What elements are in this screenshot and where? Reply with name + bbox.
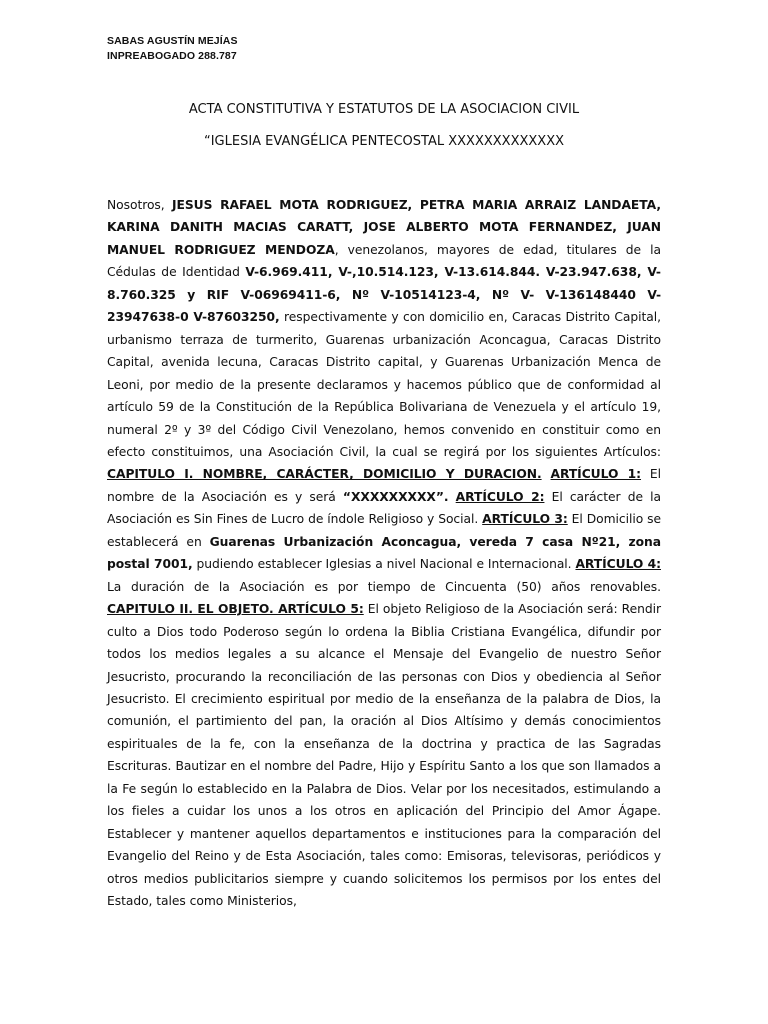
author-registration: INPREABOGADO 288.787 [107, 50, 237, 62]
author-header [107, 34, 238, 64]
chapter-2-heading: CAPITULO II. EL OBJETO. ARTÍCULO 5: [107, 602, 364, 617]
domicile-address: Guarenas Urbanización Aconcagua, vereda 7 casa Nº21, zona postal 7001, [107, 534, 661, 572]
article-2-heading: ARTÍCULO 2: [455, 489, 545, 504]
document-body [107, 194, 661, 913]
chapter-1-heading: CAPITULO I. NOMBRE, CARÁCTER, DOMICILIO Y DURACION. [107, 467, 542, 482]
article-3-heading: ARTÍCULO 3: [482, 512, 568, 527]
body-text: , venezolanos, mayores de edad, titulares de la Cédulas de Identidad [107, 242, 661, 280]
body-text: respectivamente y con domicilio en, Caracas Distrito Capital, urbanismo terraza de turmerito, Guarenas urbanización Aconcagua, Caracas Distrito Capital, avenida lecuna, Caracas Distrito capital, y Guarenas Urbanización Menca de Leoni, por medio de la presente declaramos y hacemos público que de conformidad al artículo 59 de la Constitución de la República Bolivariana de Venezuela y el artículo 19, numeral 2º y 3º del Código Civil Venezolano, hemos convenido en constituir como en efecto constituimos, una Asociación Civil, la cual se regirá por los siguientes Artículos: [107, 310, 661, 459]
document-subtitle: “IGLESIA EVANGÉLICA PENTECOSTAL XXXXXXXXXXXXX [203, 134, 565, 149]
association-name: “XXXXXXXXX”. [342, 489, 449, 504]
body-text [449, 490, 456, 504]
author-name: SABAS AGUSTÍN MEJÍAS [107, 35, 238, 47]
body-text: El Domicilio se establecerá en [107, 512, 661, 549]
body-text [542, 467, 551, 481]
document-title: ACTA CONSTITUTIVA Y ESTATUTOS DE LA ASOCIACION CIVIL [188, 102, 580, 117]
body-text: Nosotros, [107, 198, 172, 212]
founders-names: JESUS RAFAEL MOTA RODRIGUEZ, PETRA MARIA ARRAIZ LANDAETA, KARINA DANITH MACIAS CARATT, JOSE ALBERTO MOTA FERNANDEZ, JUAN MANUEL RODRIGUEZ MENDOZA [107, 198, 661, 257]
body-text: El carácter de la Asociación es Sin Fines de Lucro de índole Religioso y Social. [107, 489, 661, 527]
body-text: El objeto Religioso de la Asociación será: Rendir culto a Dios todo Poderoso según lo ordena la Biblia Cristiana Evangélica, difundir por todos los medios legales a su alcance el Mensaje del Evangelio de nuestro Señor Jesucristo, procurando la reconciliación de las personas con Dios y obediencia al Señor Jesucristo. El crecimiento espiritual por medio de la enseñanza de la palabra de Dios, la comunión, el partimiento del pan, la oración al Dios Altísimo y demás conocimientos espirituales de la fe, con la enseñanza de la doctrina y practica de las Sagradas Escrituras. Bautizar en el nombre del Padre, Hijo y Espíritu Santo a los que son llamados a la Fe según lo establecido en la Palabra de Dios. Velar por los necesitados, estimulando a los fieles a cuidar los unos a los otros en aplicación del Principio del Amor Ágape. Establecer y mantener aquellos departamentos e instituciones para la comparación del Evangelio del Reino y de Esta Asociación, tales como: Emisoras, televisoras, periódicos y otros medios publicitarios siempre y cuando solicitemos los permisos por los entes del Estado, tales como Ministerios, [107, 602, 661, 909]
body-text: El nombre de la Asociación es y será [107, 467, 661, 504]
article-4-heading: ARTÍCULO 4: [575, 557, 661, 572]
identity-numbers: V-6.969.411, V-,10.514.123, V-13.614.844. V-23.947.638, V-8.760.325 y RIF V-06969411-6, Nº V-10514123-4, Nº V- V-136148440 V- 23947638-0 V-87603250, [107, 265, 661, 325]
body-text: pudiendo establecer Iglesias a nivel Nacional e Internacional. [192, 557, 576, 572]
body-text: La duración de la Asociación es por tiempo de Cincuenta (50) años renovables. [107, 579, 661, 594]
article-1-heading: ARTÍCULO 1: [550, 467, 642, 482]
